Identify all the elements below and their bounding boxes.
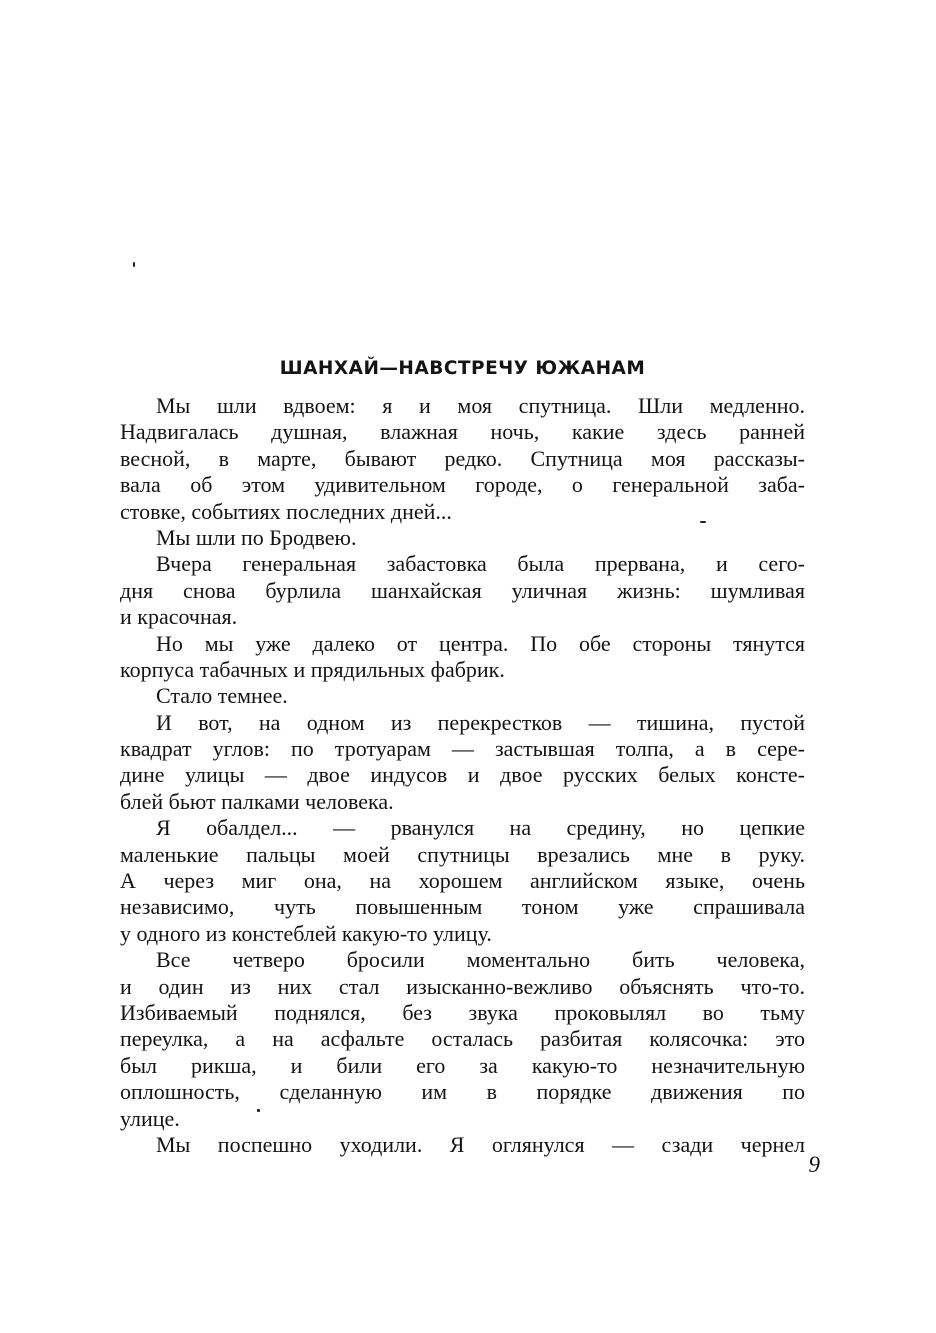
text-line: вала об этом удивительном городе, о генеральной заба-	[120, 472, 805, 498]
text-line: Избиваемый поднялся, без звука проковылял во тьму	[120, 999, 805, 1025]
text-line: и красочная.	[120, 604, 238, 630]
text-line: Вчера генеральная забастовка была прервана, и сего-	[156, 551, 805, 577]
text-line: корпуса табачных и прядильных фабрик.	[120, 656, 505, 682]
text-line: и один из них стал изысканно-вежливо объяснять что-то.	[120, 973, 805, 999]
text-line: улице.	[120, 1105, 180, 1131]
text-line: Мы поспешно уходили. Я оглянулся — сзади чернел	[156, 1131, 805, 1157]
text-line: независимо, чуть повышенным тоном уже спрашивала	[120, 894, 805, 920]
text-line: И вот, на одном из перекрестков — тишина, пустой	[156, 709, 805, 735]
text-line: Стало темнее.	[156, 683, 288, 709]
text-line: квадрат углов: по тротуарам — застывшая толпа, а в сере-	[120, 736, 805, 762]
page-number: 9	[808, 1152, 820, 1177]
text-line: Я обалдел... — рванулся на средину, но цепкие	[156, 815, 805, 841]
text-line: был рикша, и били его за какую-то незначительную	[120, 1052, 805, 1078]
text-line: Все четверо бросили моментально бить человека,	[156, 947, 805, 973]
text-line: Мы шли вдвоем: я и моя спутница. Шли медленно.	[156, 393, 805, 418]
text-line: маленькие пальцы моей спутницы врезались мне в руку.	[120, 841, 805, 867]
text-line: у одного из констеблей какую-то улицу.	[120, 920, 492, 946]
text-line: стовке, событиях последних дней...	[120, 498, 452, 524]
text-line: Надвигалась душная, влажная ночь, какие здесь ранней	[120, 419, 805, 445]
text-line: оплошность, сделанную им в порядке движения по	[120, 1079, 805, 1105]
text-line: Но мы уже далеко от центра. По обе стороны тянутся	[156, 630, 805, 656]
chapter-title: ШАНХАЙ—НАВСТРЕЧУ ЮЖАНАМ	[279, 358, 646, 379]
scan-speck	[257, 1109, 260, 1112]
text-line: блей бьют палками человека.	[120, 788, 394, 814]
text-line: весной, в марте, бывают редко. Спутница моя рассказы-	[120, 445, 805, 471]
scan-speck	[133, 262, 135, 267]
text-line: Мы шли по Бродвею.	[156, 524, 357, 550]
text-line: переулка, а на асфальте осталась разбитая колясочка: это	[120, 1026, 805, 1052]
text-line: дня снова бурлила шанхайская уличная жизнь: шумливая	[120, 577, 805, 603]
body-text	[120, 393, 805, 1158]
text-line: А через миг она, на хорошем английском языке, очень	[120, 868, 805, 894]
text-line: дине улицы — двое индусов и двое русских белых консте-	[120, 762, 805, 788]
scan-speck	[700, 521, 706, 523]
